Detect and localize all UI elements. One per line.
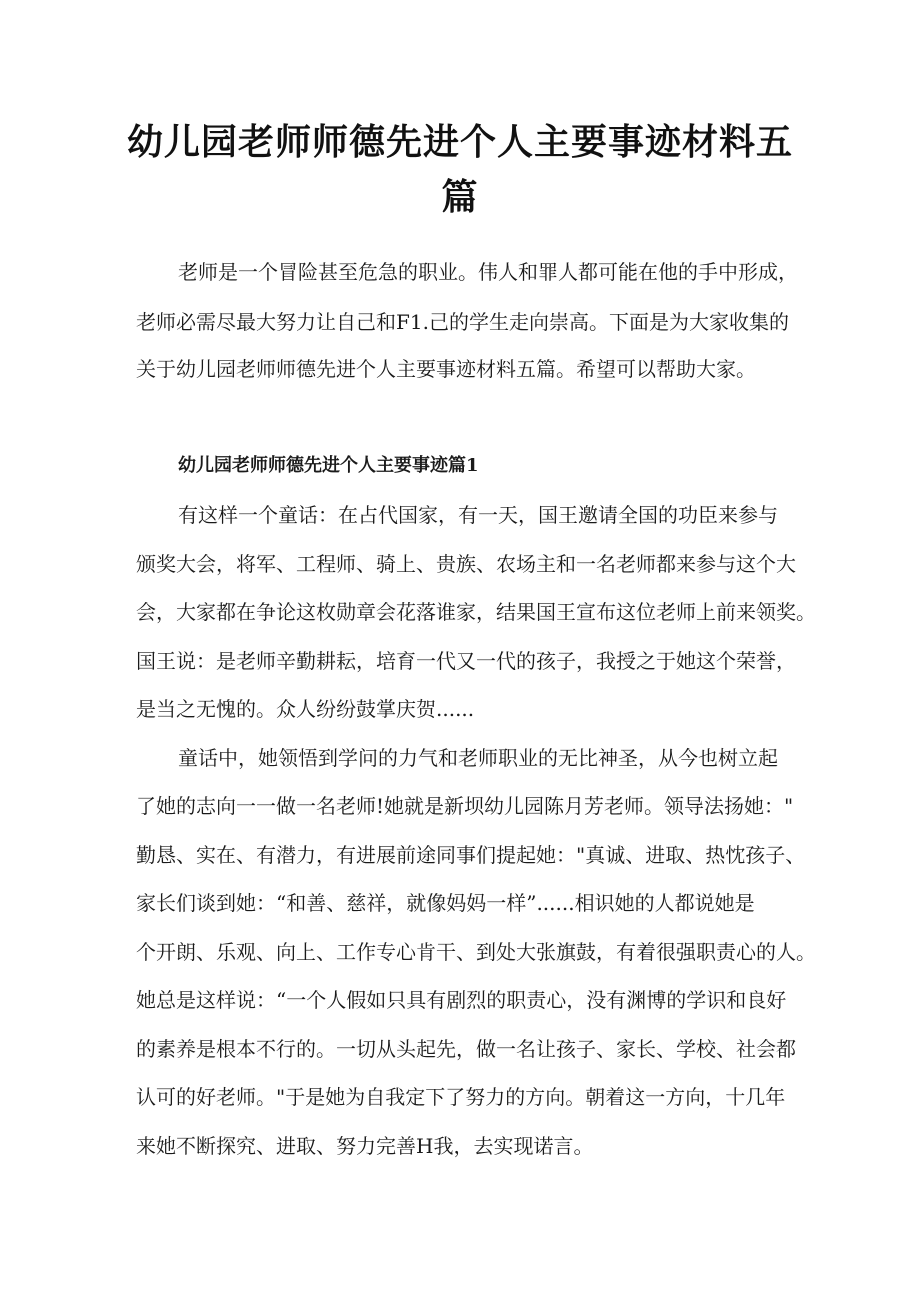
section1-heading: 幼儿园老师师德先进个人主要事迹篇1: [178, 455, 479, 476]
document-title-line2: 篇: [441, 176, 479, 218]
intro-line: 关于幼儿园老师师德先进个人主要事迹材料五篇。希望可以帮助大家。: [136, 357, 756, 381]
paragraph-line: 颁奖大会，将军、工程师、骑上、贵族、农场主和一名老师都来参与这个大: [136, 552, 796, 576]
paragraph-line: 有这样一个童话：在占代国家，有一天，国王邀请全国的功臣来参与: [178, 503, 778, 527]
paragraph-line: 家长们谈到她：“和善、慈祥，就像妈妈一样”......相识她的人都说她是: [136, 891, 755, 915]
paragraph-line: 了她的志向一一做一名老师!她就是新坝幼儿园陈月芳老师。领导法扬她：": [136, 794, 794, 818]
paragraph-line: 个开朗、乐观、向上、工作专心肯干、到处大张旗鼓，有着很强职责心的人。: [136, 940, 816, 964]
paragraph-line: 是当之无愧的。众人纷纷鼓掌庆贺......: [136, 697, 475, 721]
paragraph-line: 国王说：是老师辛勤耕耘，培育一代又一代的孩子，我授之于她这个荣誉，: [136, 649, 796, 673]
paragraph-line: 会，大家都在争论这枚勋章会花落谁家，结果国王宣布这位老师上前来领奖。: [136, 600, 816, 624]
paragraph-line: 勤恳、实在、有潜力，有进展前途同事们提起她："真诚、进取、热忱孩子、: [136, 843, 806, 867]
paragraph-line: 童话中，她领悟到学问的力气和老师职业的无比神圣，从今也树立起: [178, 746, 778, 770]
paragraph-line: 来她不断探究、进取、努力完善H我，去实现诺言。: [136, 1134, 594, 1158]
intro-line: 老师是一个冒险甚至危急的职业。伟人和罪人都可能在他的手中形成，: [178, 260, 798, 284]
intro-line: 老师必需尽最大努力让自己和F1.己的学生走向崇高。下面是为大家收集的: [136, 310, 789, 334]
document-title-line1: 幼儿园老师师德先进个人主要事迹材料五: [126, 121, 793, 163]
paragraph-line: 认可的好老师。"于是她为自我定下了努力的方向。朝着这一方向，十几年: [136, 1085, 786, 1109]
paragraph-line: 她总是这样说：“一个人假如只具有剧烈的职责心，没有渊博的学识和良好: [136, 988, 787, 1012]
paragraph-line: 的素养是根本不行的。一切从头起先，做一名让孩子、家长、学校、社会都: [136, 1037, 796, 1061]
